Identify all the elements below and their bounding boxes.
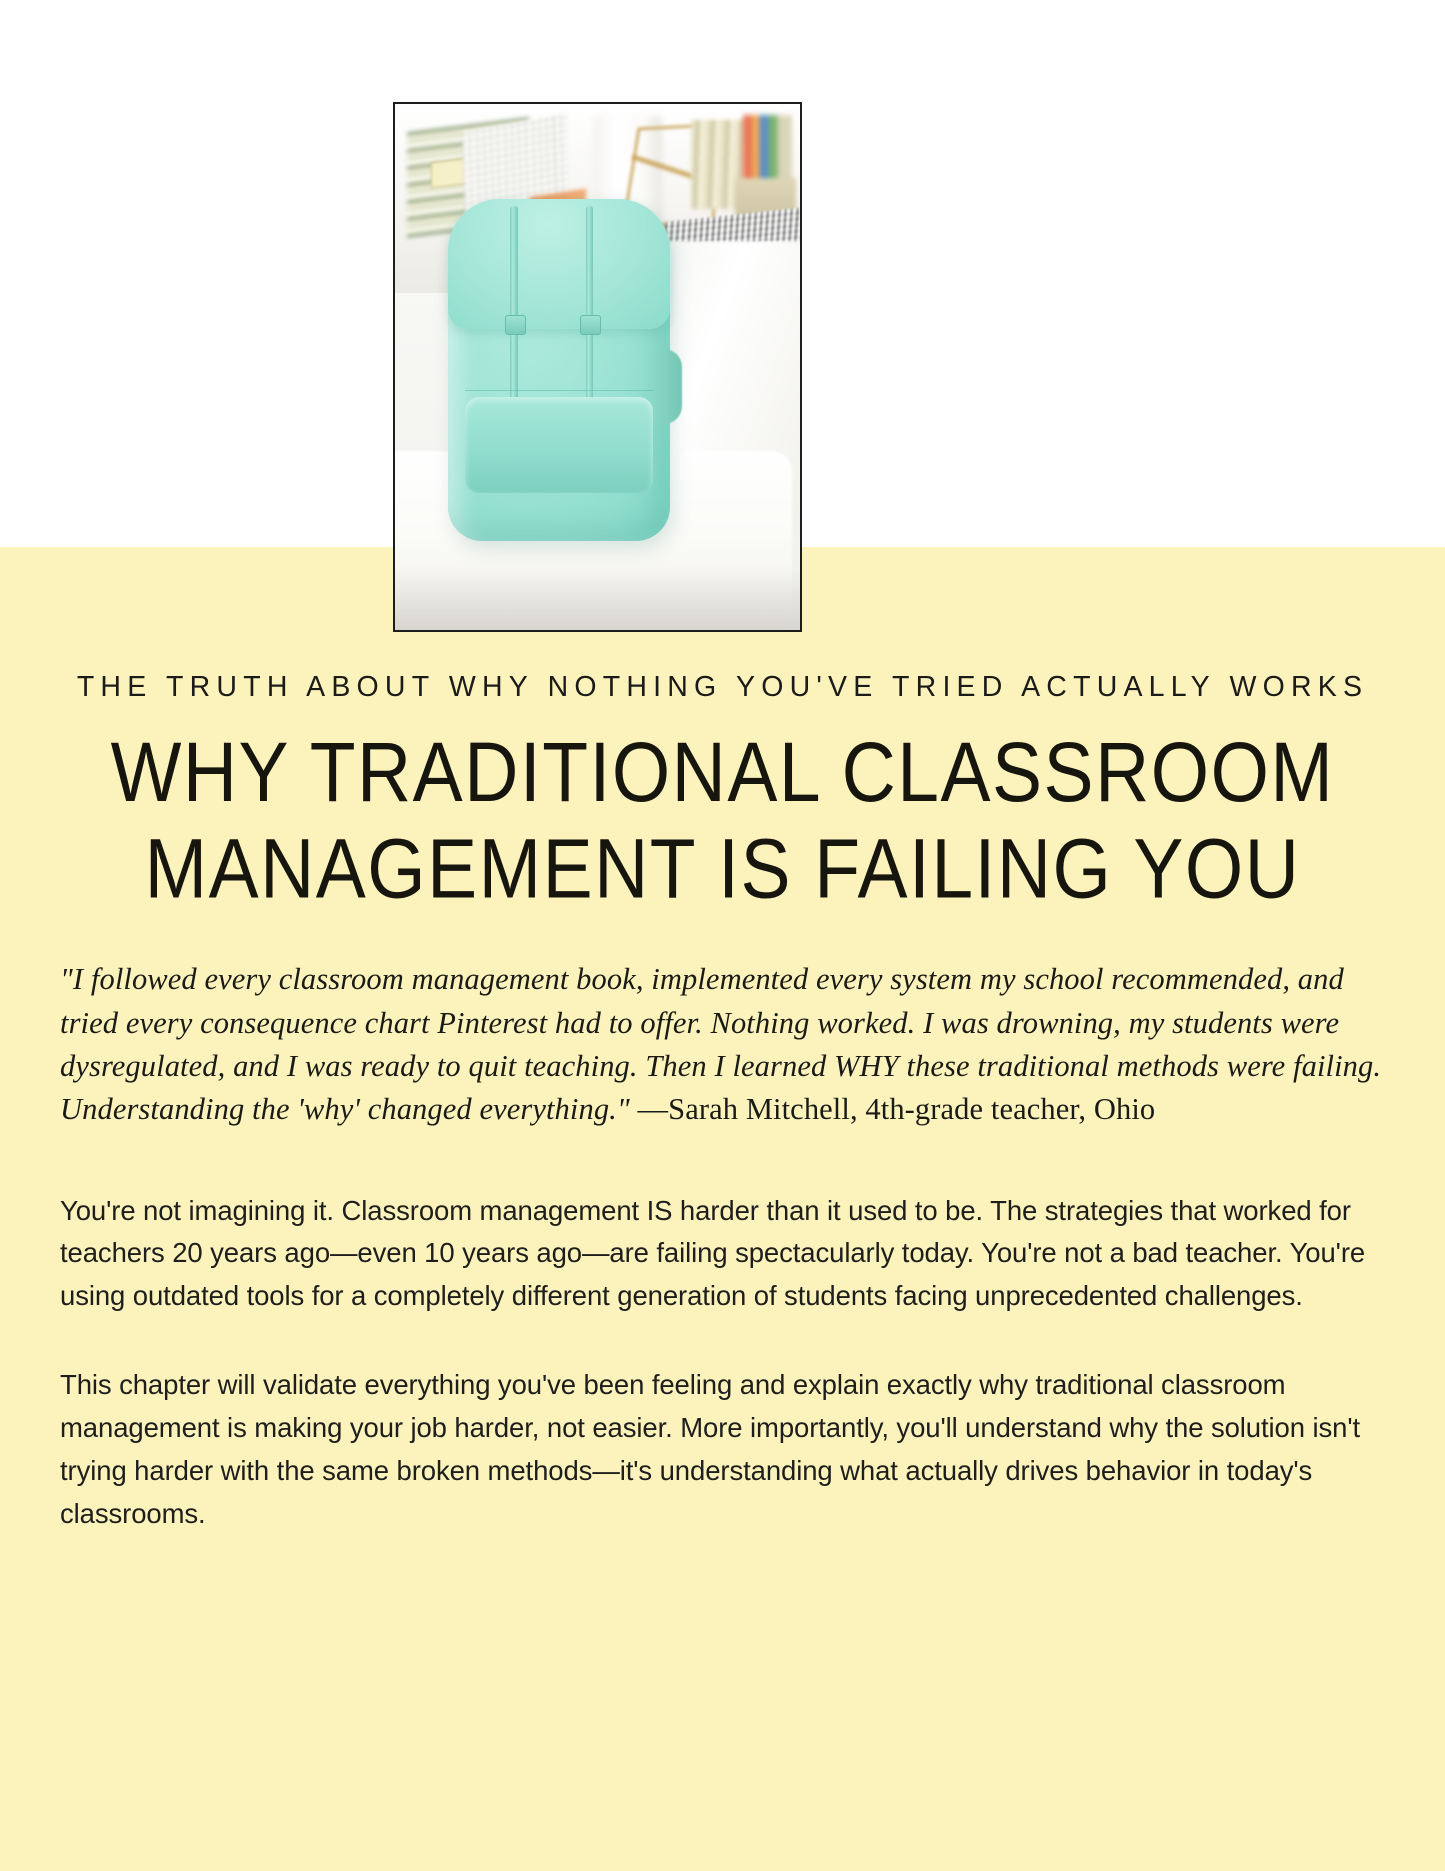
page-title [0,725,1445,917]
headline-line-2: MANAGEMENT IS FAILING YOU [144,821,1301,916]
backpack-strap-left [510,206,518,404]
pull-quote [60,958,1385,1131]
body-paragraph-1: You're not imagining it. Classroom management IS harder than it used to be. The strategies that worked for teachers 20 years ago—even 10 years ago—are failing spectacularly today. You're not a bad teacher. You're using outdated tools for a completely different generation of students facing unprecedented challenges. [60,1194,1366,1312]
pull-quote-attribution: —Sarah Mitchell, 4th-grade teacher, Ohio [637,1092,1156,1127]
backpack-buckle-right [580,315,601,335]
backpack-buckle-left [505,315,526,335]
mint-backpack [448,199,671,541]
backpack-seam [465,390,652,391]
pull-quote-text: "I followed every classroom management book, implemented every system my school recommended, and tried every consequence chart Pinterest had to offer. Nothing worked. I was drowning, my students were dysregulated, and I was ready to quit teaching. Then I learned WHY these traditional methods were failing. Understanding the 'why' changed everything." [60,962,1382,1127]
backpack-flap [448,199,671,329]
body-paragraph-2: This chapter will validate everything you've been feeling and explain exactly why traditional classroom management is making your job harder, not easier. More importantly, you'll understand why the solution isn't trying harder with the same broken methods—it's understanding what actually drives behavior in today's classrooms. [60,1369,1361,1529]
headline-line-1: WHY TRADITIONAL CLASSROOM [110,725,1335,820]
backpack-strap-right [586,206,594,404]
backpack-front-pocket [465,397,652,493]
article-kicker: THE TRUTH ABOUT WHY NOTHING YOU'VE TRIED ACTUALLY WORKS [76,671,1369,703]
article-content [0,547,1445,1536]
backpack-side-panel [650,349,681,424]
